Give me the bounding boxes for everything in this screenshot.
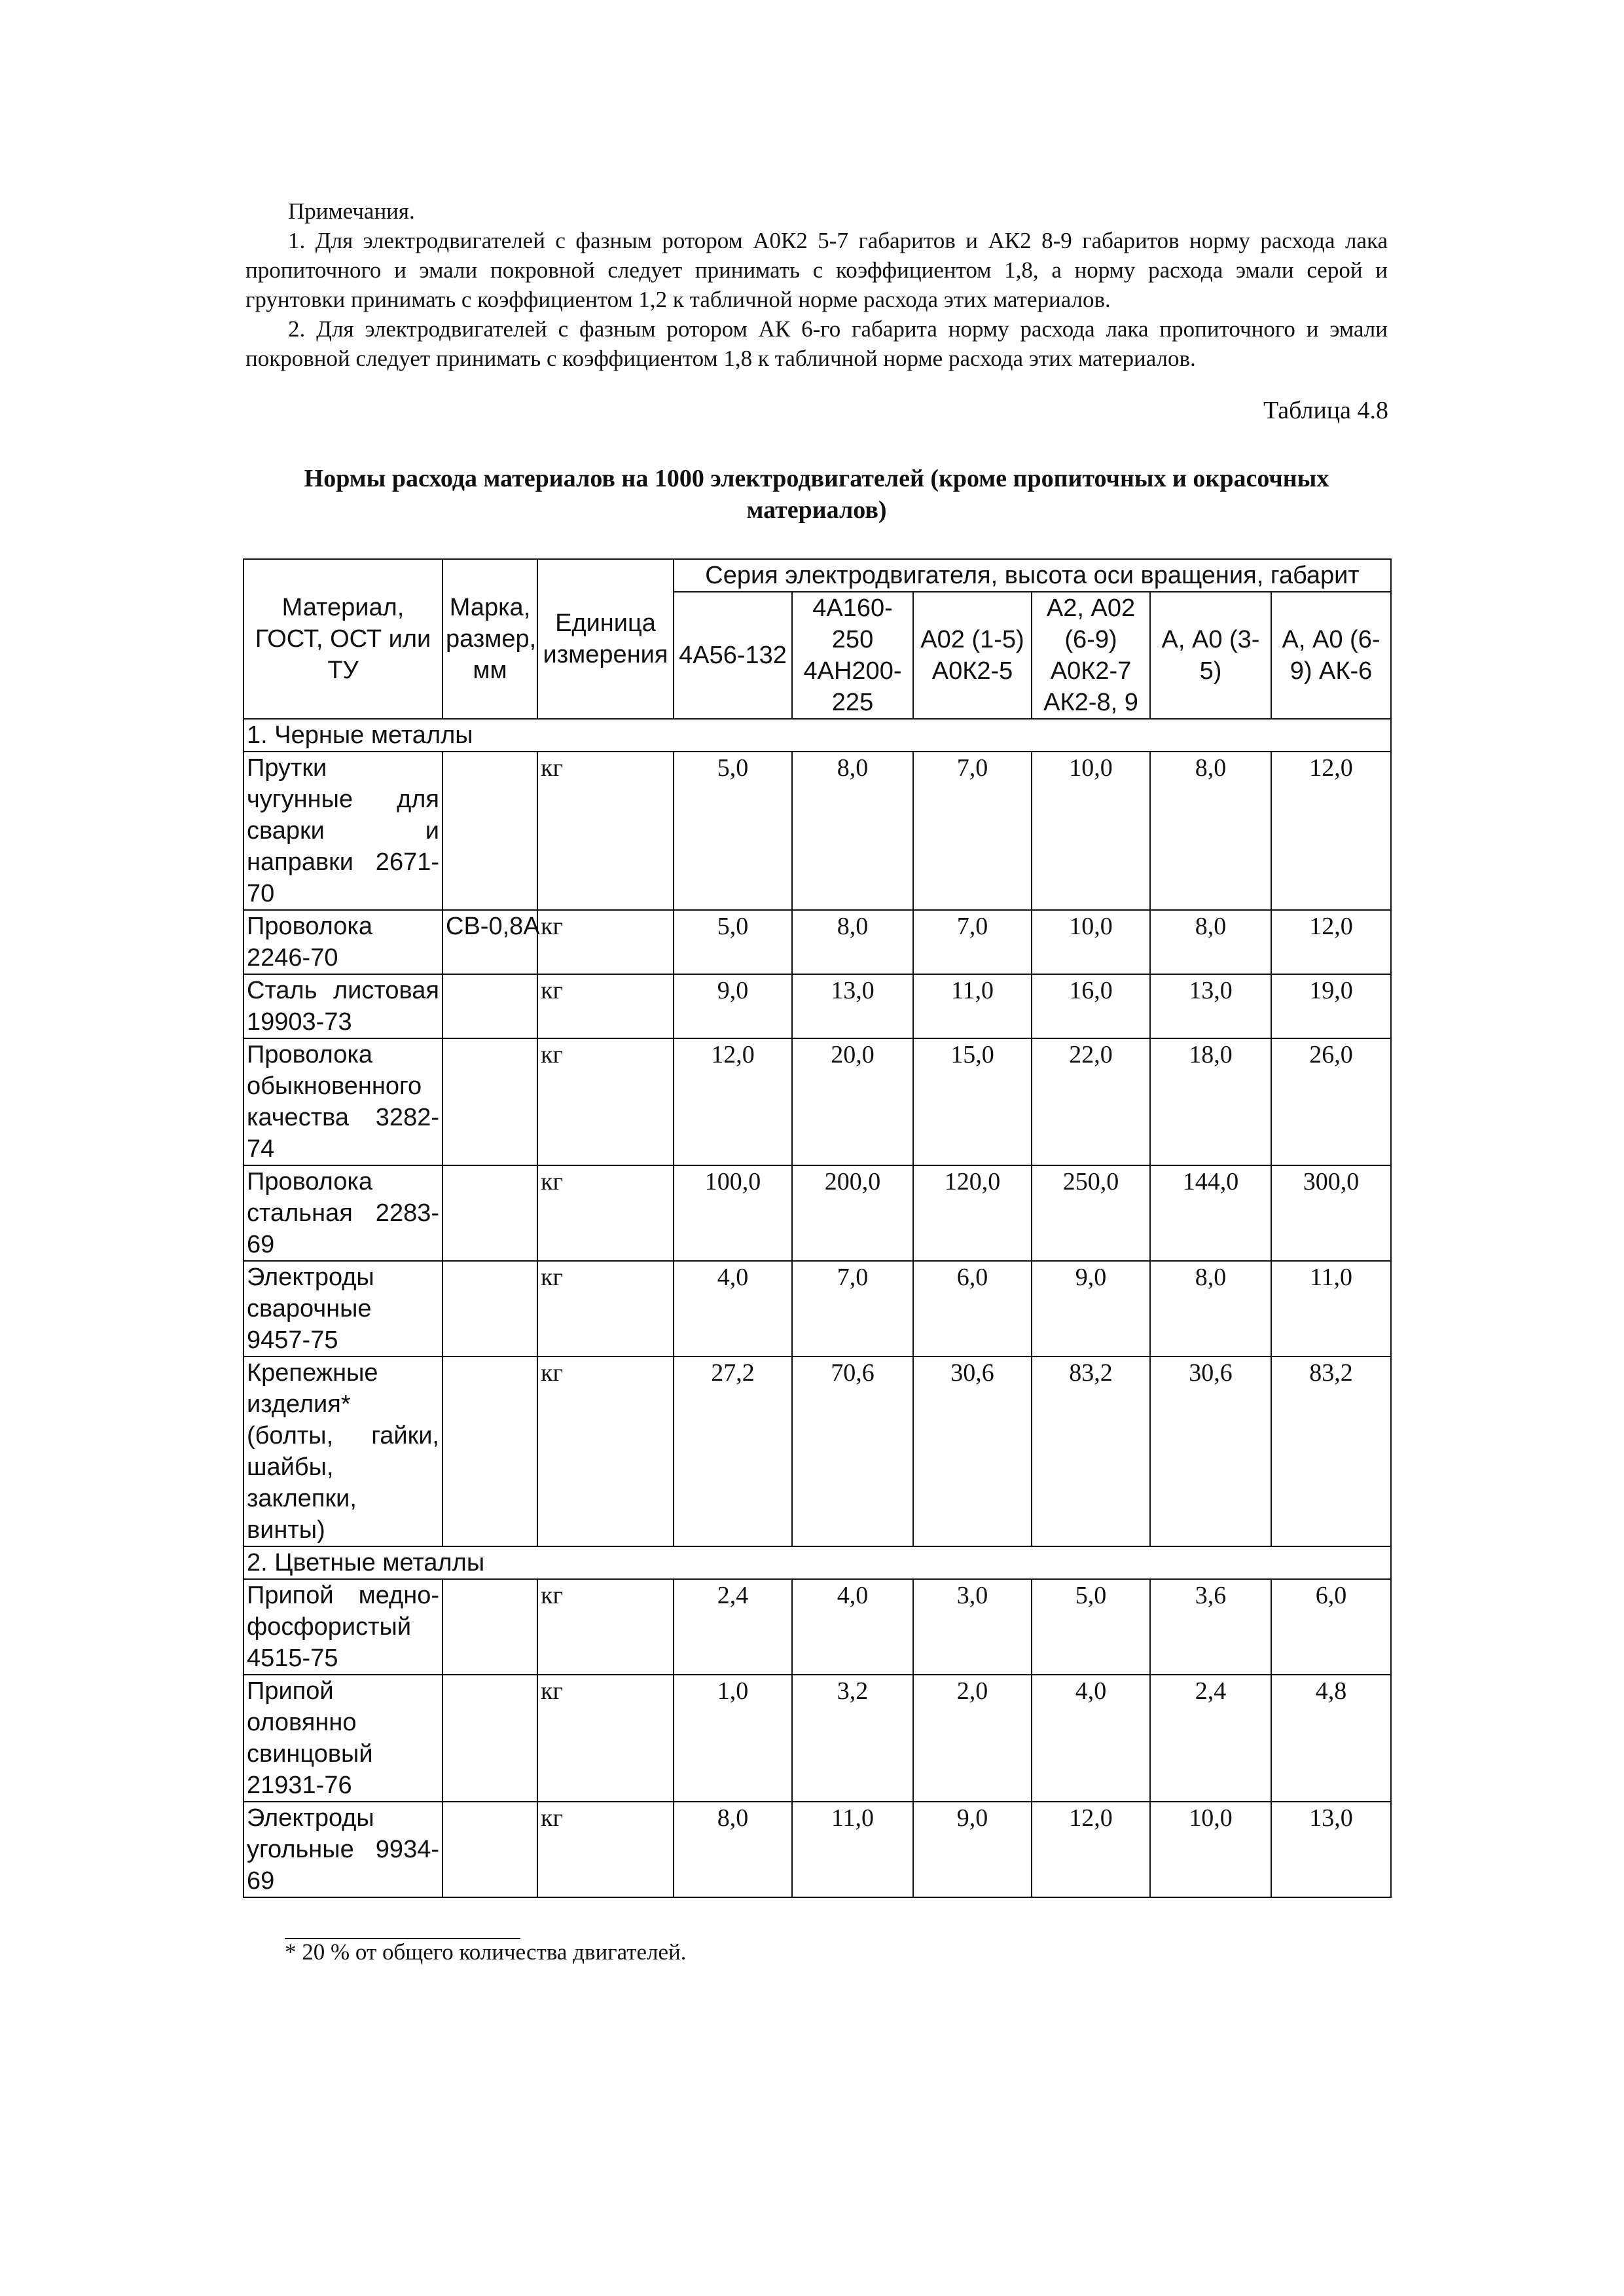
value-cell: 7,0 xyxy=(913,910,1032,974)
value-cell: 9,0 xyxy=(1032,1261,1150,1357)
value-cell: 13,0 xyxy=(1150,974,1271,1038)
value-cell: 27,2 xyxy=(674,1357,792,1546)
value-cell: 1,0 xyxy=(674,1675,792,1802)
value-cell: 5,0 xyxy=(1032,1579,1150,1675)
material-cell: Прутки чугунные для сварки и направки 2671-70 xyxy=(244,752,442,910)
value-cell: 4,8 xyxy=(1271,1675,1391,1802)
value-cell: 83,2 xyxy=(1271,1357,1391,1546)
value-cell: 12,0 xyxy=(1032,1802,1150,1897)
value-cell: 200,0 xyxy=(792,1165,913,1261)
value-cell: 19,0 xyxy=(1271,974,1391,1038)
value-cell: 300,0 xyxy=(1271,1165,1391,1261)
footnote: * 20 % от общего количества двигателей. xyxy=(285,1939,687,1965)
header-series-2: 4А160-250 4АН200-225 xyxy=(792,592,913,719)
table-row xyxy=(244,1579,1391,1675)
value-cell: 7,0 xyxy=(913,752,1032,910)
value-cell: 144,0 xyxy=(1150,1165,1271,1261)
value-cell: 6,0 xyxy=(1271,1579,1391,1675)
mark-cell xyxy=(442,1802,537,1897)
material-cell: Сталь листовая 19903-73 xyxy=(244,974,442,1038)
value-cell: 10,0 xyxy=(1150,1802,1271,1897)
header-series-4: А2, А02 (6-9) А0К2-7 АК2-8, 9 xyxy=(1032,592,1150,719)
notes-header: Примечания. xyxy=(288,198,415,224)
value-cell: 8,0 xyxy=(674,1802,792,1897)
table-row xyxy=(244,1038,1391,1165)
header-row-1 xyxy=(244,559,1391,592)
unit-cell: кг xyxy=(537,1165,674,1261)
value-cell: 26,0 xyxy=(1271,1038,1391,1165)
value-cell: 30,6 xyxy=(1150,1357,1271,1546)
mark-cell xyxy=(442,1357,537,1546)
material-cell: Проволока обыкновенного качества 3282-74 xyxy=(244,1038,442,1165)
header-series-group: Серия электродвигателя, высота оси вращения, габарит xyxy=(674,559,1391,592)
header-unit: Единица измерения xyxy=(537,559,674,719)
value-cell: 18,0 xyxy=(1150,1038,1271,1165)
header-series-6: А, А0 (6-9) АК-6 xyxy=(1271,592,1391,719)
value-cell: 2,0 xyxy=(913,1675,1032,1802)
section-title: 1. Черные металлы xyxy=(244,719,1391,752)
material-cell: Припой оловянно свинцовый 21931-76 xyxy=(244,1675,442,1802)
unit-cell: кг xyxy=(537,1038,674,1165)
mark-cell xyxy=(442,1675,537,1802)
value-cell: 120,0 xyxy=(913,1165,1032,1261)
value-cell: 70,6 xyxy=(792,1357,913,1546)
value-cell: 2,4 xyxy=(1150,1675,1271,1802)
material-cell: Электроды угольные 9934-69 xyxy=(244,1802,442,1897)
value-cell: 3,2 xyxy=(792,1675,913,1802)
value-cell: 3,0 xyxy=(913,1579,1032,1675)
value-cell: 6,0 xyxy=(913,1261,1032,1357)
value-cell: 5,0 xyxy=(674,910,792,974)
table-row xyxy=(244,1261,1391,1357)
material-cell: Электроды сварочные 9457-75 xyxy=(244,1261,442,1357)
mark-cell xyxy=(442,974,537,1038)
value-cell: 11,0 xyxy=(1271,1261,1391,1357)
value-cell: 15,0 xyxy=(913,1038,1032,1165)
header-series-5: А, А0 (3-5) xyxy=(1150,592,1271,719)
mark-cell xyxy=(442,1165,537,1261)
mark-cell xyxy=(442,1038,537,1165)
value-cell: 12,0 xyxy=(1271,910,1391,974)
value-cell: 10,0 xyxy=(1032,910,1150,974)
value-cell: 9,0 xyxy=(913,1802,1032,1897)
value-cell: 3,6 xyxy=(1150,1579,1271,1675)
unit-cell: кг xyxy=(537,910,674,974)
section-row xyxy=(244,1546,1391,1579)
value-cell: 10,0 xyxy=(1032,752,1150,910)
table-row xyxy=(244,910,1391,974)
value-cell: 83,2 xyxy=(1032,1357,1150,1546)
value-cell: 8,0 xyxy=(792,752,913,910)
note-item-1: 1. Для электродвигателей с фазным ротором А0К2 5-7 габаритов и АК2 8-9 габаритов норму расхода лака пропиточного и эмали покровной следует принимать с коэффициентом 1,8, а норму расхода эмали серой и грунтовки принимать с коэффициентом 1,2 к табличной норме расхода этих материалов. xyxy=(245,228,1388,312)
value-cell: 22,0 xyxy=(1032,1038,1150,1165)
value-cell: 5,0 xyxy=(674,752,792,910)
value-cell: 13,0 xyxy=(1271,1802,1391,1897)
value-cell: 16,0 xyxy=(1032,974,1150,1038)
header-mark: Марка, размер, мм xyxy=(442,559,537,719)
value-cell: 20,0 xyxy=(792,1038,913,1165)
material-cell: Проволока 2246-70 xyxy=(244,910,442,974)
value-cell: 30,6 xyxy=(913,1357,1032,1546)
section-row xyxy=(244,719,1391,752)
value-cell: 2,4 xyxy=(674,1579,792,1675)
header-material: Материал, ГОСТ, ОСТ или ТУ xyxy=(244,559,442,719)
value-cell: 4,0 xyxy=(1032,1675,1150,1802)
value-cell: 4,0 xyxy=(792,1579,913,1675)
material-cell: Припой медно-фосфористый 4515-75 xyxy=(244,1579,442,1675)
value-cell: 12,0 xyxy=(674,1038,792,1165)
value-cell: 7,0 xyxy=(792,1261,913,1357)
unit-cell: кг xyxy=(537,1802,674,1897)
section-title: 2. Цветные металлы xyxy=(244,1546,1391,1579)
value-cell: 4,0 xyxy=(674,1261,792,1357)
unit-cell: кг xyxy=(537,752,674,910)
value-cell: 8,0 xyxy=(792,910,913,974)
material-cell: Проволока стальная 2283-69 xyxy=(244,1165,442,1261)
table-row xyxy=(244,1802,1391,1897)
table-number: Таблица 4.8 xyxy=(1263,397,1388,424)
mark-cell xyxy=(442,752,537,910)
value-cell: 11,0 xyxy=(913,974,1032,1038)
materials-table xyxy=(243,558,1392,1898)
unit-cell: кг xyxy=(537,1675,674,1802)
value-cell: 13,0 xyxy=(792,974,913,1038)
unit-cell: кг xyxy=(537,1261,674,1357)
value-cell: 250,0 xyxy=(1032,1165,1150,1261)
table-row xyxy=(244,1357,1391,1546)
unit-cell: кг xyxy=(537,974,674,1038)
value-cell: 9,0 xyxy=(674,974,792,1038)
table-title: Нормы расхода материалов на 1000 электродвигателей (кроме пропиточных и окрасочных материалов) xyxy=(304,465,1329,524)
table-row xyxy=(244,1675,1391,1802)
material-cell: Крепежные изделия* (болты, гайки, шайбы, заклепки, винты) xyxy=(244,1357,442,1546)
mark-cell: СВ-0,8А xyxy=(442,910,537,974)
table-row xyxy=(244,1165,1391,1261)
mark-cell xyxy=(442,1579,537,1675)
unit-cell: кг xyxy=(537,1579,674,1675)
notes-block xyxy=(245,196,1388,373)
value-cell: 12,0 xyxy=(1271,752,1391,910)
value-cell: 11,0 xyxy=(792,1802,913,1897)
header-series-1: 4А56-132 xyxy=(674,592,792,719)
value-cell: 100,0 xyxy=(674,1165,792,1261)
table-row xyxy=(244,974,1391,1038)
value-cell: 8,0 xyxy=(1150,1261,1271,1357)
mark-cell xyxy=(442,1261,537,1357)
note-item-2: 2. Для электродвигателей с фазным ротором АК 6-го габарита норму расхода лака пропиточного и эмали покровной следует принимать с коэффициентом 1,8 к табличной норме расхода этих материалов. xyxy=(245,316,1388,371)
value-cell: 8,0 xyxy=(1150,752,1271,910)
table-row xyxy=(244,752,1391,910)
header-series-3: А02 (1-5) А0К2-5 xyxy=(913,592,1032,719)
unit-cell: кг xyxy=(537,1357,674,1546)
value-cell: 8,0 xyxy=(1150,910,1271,974)
